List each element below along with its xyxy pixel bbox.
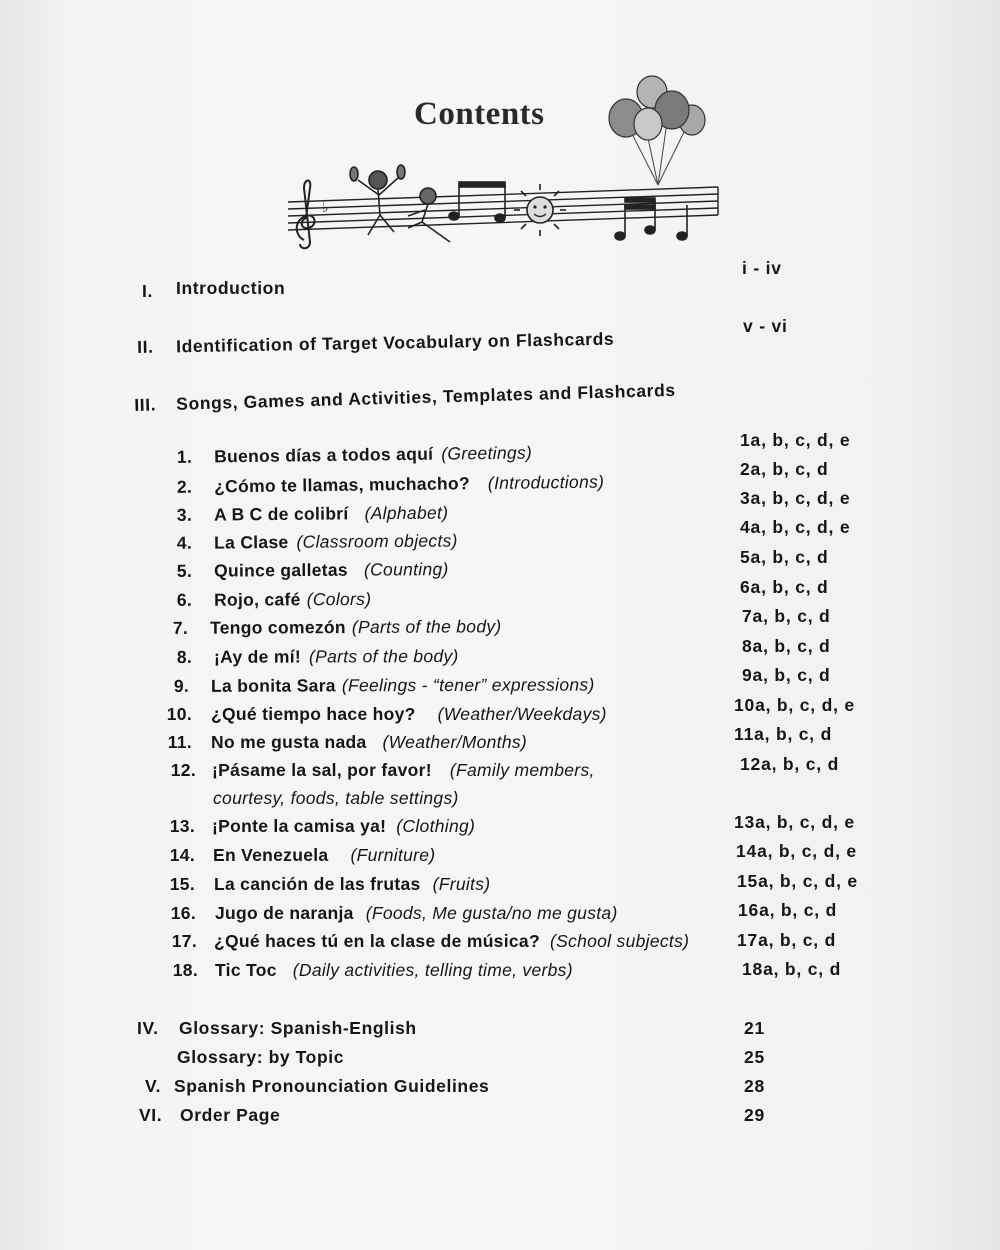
- item-number: 9.: [173, 675, 190, 696]
- section-4b-pages: 25: [744, 1047, 766, 1067]
- item-number: 11.: [167, 732, 192, 752]
- section-label: Glossary: Spanish-English: [179, 1018, 417, 1038]
- item-pages: 18a, b, c, d: [742, 959, 842, 979]
- item-topic: (Fruits): [432, 874, 491, 894]
- item-number: 4.: [176, 532, 193, 553]
- item-topic: (Counting): [363, 559, 449, 580]
- item-topic: (School subjects): [549, 931, 690, 951]
- section-numeral: IV.: [137, 1018, 159, 1038]
- item-number: 3.: [176, 504, 193, 525]
- section-1-pages: i - iv: [742, 258, 782, 278]
- item-title: ¿Cómo te llamas, muchacho?: [213, 473, 470, 497]
- item-number: 2.: [176, 476, 193, 497]
- item-topic: (Foods, Me gusta/no me gusta): [365, 903, 618, 923]
- item-title: A B C de colibrí: [213, 503, 349, 525]
- item-pages: 8a, b, c, d: [742, 636, 831, 656]
- item-number: 7.: [172, 617, 189, 638]
- section-2-pages: v - vi: [743, 316, 788, 336]
- item-pages: 9a, b, c, d: [742, 665, 831, 685]
- item-pages: 13a, b, c, d, e: [734, 812, 855, 832]
- item-topic: (Feelings - “tener” expressions): [341, 674, 595, 696]
- item-pages: 10a, b, c, d, e: [734, 695, 855, 715]
- item-pages: 1a, b, c, d, e: [740, 430, 851, 450]
- item-pages: 17a, b, c, d: [737, 930, 837, 950]
- item-number: 8.: [176, 646, 193, 667]
- item-title: Rojo, café: [213, 589, 301, 610]
- item-title: La bonita Sara: [210, 675, 336, 696]
- item-number: 10.: [166, 704, 192, 724]
- section-numeral: V.: [145, 1076, 162, 1096]
- item-topic: (Colors): [306, 588, 372, 610]
- item-topic: (Clothing): [396, 816, 476, 836]
- item-topic: (Parts of the body): [308, 645, 459, 667]
- item-pages: 16a, b, c, d: [738, 900, 838, 920]
- item-title: ¡Ay de mí!: [213, 646, 302, 667]
- item-pages: 11a, b, c, d: [734, 724, 833, 744]
- item-number: 1.: [176, 446, 193, 467]
- section-label: Spanish Pronounciation Guidelines: [174, 1076, 490, 1096]
- page-title: Contents: [414, 96, 545, 132]
- item-title: Tengo comezón: [209, 617, 346, 638]
- item-number: 13.: [169, 816, 195, 836]
- item-topic: (Furniture): [350, 845, 436, 865]
- item-topic: (Daily activities, telling time, verbs): [292, 960, 573, 980]
- item-title: ¿Qué tiempo hace hoy?: [211, 704, 416, 724]
- item-pages: 15a, b, c, d, e: [737, 871, 858, 891]
- item-title: ¡Ponte la camisa ya!: [212, 816, 387, 836]
- item-number: 6.: [176, 589, 193, 610]
- balloons-icon: [609, 76, 705, 185]
- item-title: En Venezuela: [213, 845, 329, 865]
- item-title: ¿Qué haces tú en la clase de música?: [214, 931, 540, 951]
- item-title: La Clase: [213, 531, 289, 553]
- item-pages: 2a, b, c, d: [740, 459, 829, 479]
- section-4-pages: 21: [744, 1018, 766, 1038]
- item-topic: (Parts of the body): [351, 616, 502, 637]
- item-number: 14.: [169, 845, 195, 865]
- item-pages: 3a, b, c, d, e: [740, 488, 851, 508]
- sun-icon: [514, 184, 566, 236]
- item-title: No me gusta nada: [211, 732, 367, 752]
- section-numeral: I.: [142, 281, 153, 301]
- item-pages: 6a, b, c, d: [740, 577, 829, 597]
- item-number: 18.: [172, 960, 198, 980]
- item-pages: 12a, b, c, d: [740, 754, 840, 774]
- item-number: 12.: [170, 760, 196, 780]
- section-numeral: II.: [137, 336, 154, 357]
- item-pages: 4a, b, c, d, e: [740, 517, 851, 537]
- item-title: La canción de las frutas: [214, 874, 421, 894]
- item-topic: (Family members,: [449, 760, 595, 780]
- section-label: Introduction: [176, 278, 286, 298]
- section-numeral: III.: [134, 394, 157, 415]
- section-5-pages: 28: [744, 1076, 766, 1096]
- svg-text:♭: ♭: [322, 200, 329, 216]
- item-number: 16.: [170, 903, 196, 923]
- section-6-pages: 29: [744, 1105, 766, 1125]
- item-title: ¡Pásame la sal, por favor!: [212, 760, 432, 780]
- item-topic: (Weather/Weekdays): [437, 704, 607, 724]
- item-title: Quince galletas: [213, 559, 348, 581]
- section-numeral: VI.: [139, 1105, 163, 1125]
- item-number: 5.: [176, 560, 193, 581]
- item-topic: (Introductions): [487, 471, 605, 494]
- item-topic: (Weather/Months): [382, 732, 528, 752]
- item-pages: 14a, b, c, d, e: [736, 841, 857, 861]
- item-topic: (Classroom objects): [296, 530, 458, 552]
- item-number: 15.: [169, 874, 195, 894]
- section-label: Songs, Games and Activities, Templates and Flashcards: [175, 379, 676, 414]
- section-label: Order Page: [180, 1105, 281, 1125]
- section-label: Identification of Target Vocabulary on Flashcards: [175, 328, 615, 357]
- item-title: Buenos días a todos aquí: [213, 443, 434, 467]
- item-pages: 5a, b, c, d: [740, 547, 829, 567]
- section-label: Glossary: by Topic: [177, 1047, 345, 1067]
- item-topic: (Greetings): [441, 442, 533, 464]
- music-illustration: [280, 70, 730, 270]
- item-topic: (Alphabet): [364, 502, 449, 524]
- item-pages: 7a, b, c, d: [742, 606, 831, 626]
- item-topic-continuation: courtesy, foods, table settings): [213, 788, 459, 808]
- item-number: 17.: [171, 931, 197, 951]
- item-title: Tic Toc: [215, 960, 277, 980]
- item-title: Jugo de naranja: [215, 903, 354, 923]
